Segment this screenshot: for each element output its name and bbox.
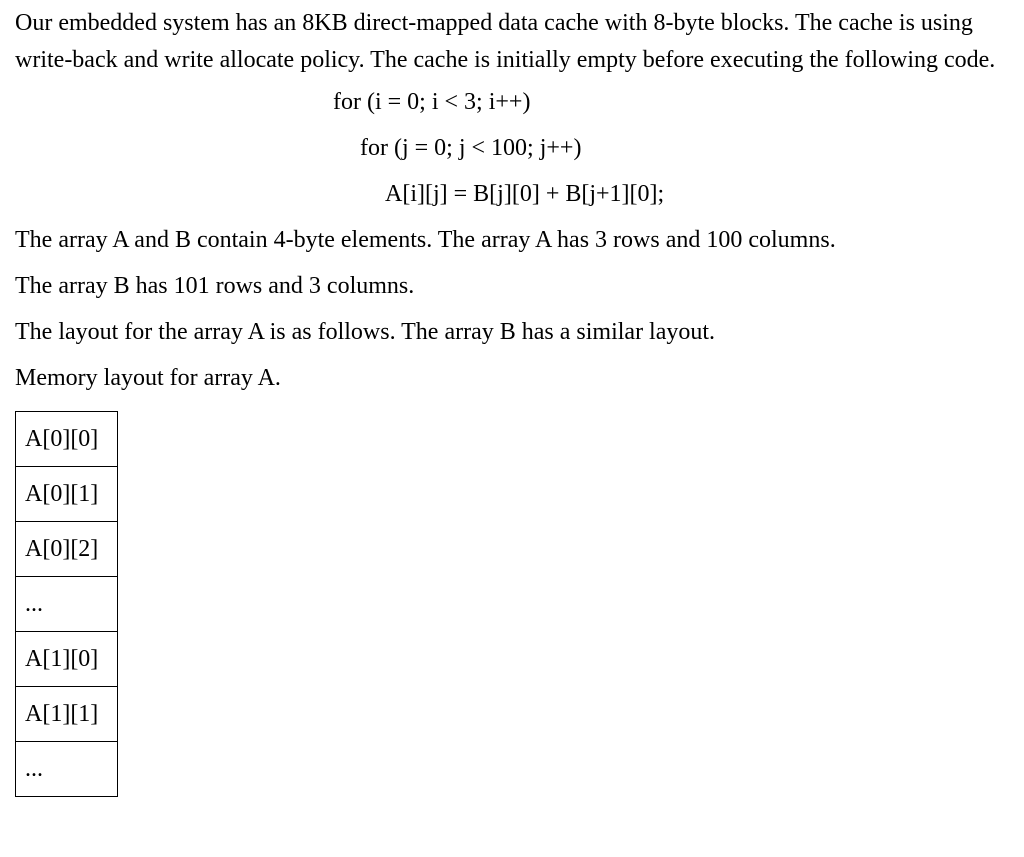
code-line-assignment: A[i][j] = B[j][0] + B[j+1][0];	[385, 181, 665, 207]
memory-layout-table	[15, 411, 118, 797]
array-description: The array A and B contain 4-byte elements. The array A has 3 rows and 100 columns.	[15, 227, 836, 253]
memory-cell-row	[16, 742, 118, 797]
memory-cell-ellipsis: ...	[16, 577, 118, 632]
code-line-outer-loop: for (i = 0; i < 3; i++)	[333, 89, 531, 115]
memory-cell-row	[16, 687, 118, 742]
layout-description: The layout for the array A is as follows. The array B has a similar layout.	[15, 319, 716, 345]
question-content	[15, 5, 1015, 797]
memory-cell: A[0][2]	[16, 522, 118, 577]
memory-cell: A[0][1]	[16, 467, 118, 522]
memory-cell-row	[16, 522, 118, 577]
layout-caption: Memory layout for array A.	[15, 365, 281, 391]
memory-cell: A[0][0]	[16, 412, 118, 467]
memory-cell: A[1][0]	[16, 632, 118, 687]
code-block	[15, 79, 1015, 217]
memory-cell-row	[16, 577, 118, 632]
memory-cell-row	[16, 632, 118, 687]
memory-cell-row	[16, 412, 118, 467]
memory-cell-ellipsis: ...	[16, 742, 118, 797]
intro-paragraph: Our embedded system has an 8KB direct-mapped data cache with 8-byte blocks. The cache is using write-back and write allocate policy. The cache is initially empty before executing the following code.	[15, 10, 996, 73]
memory-cell-row	[16, 467, 118, 522]
array-b-description: The array B has 101 rows and 3 columns.	[15, 273, 415, 299]
memory-cell: A[1][1]	[16, 687, 118, 742]
code-line-inner-loop: for (j = 0; j < 100; j++)	[360, 135, 582, 161]
